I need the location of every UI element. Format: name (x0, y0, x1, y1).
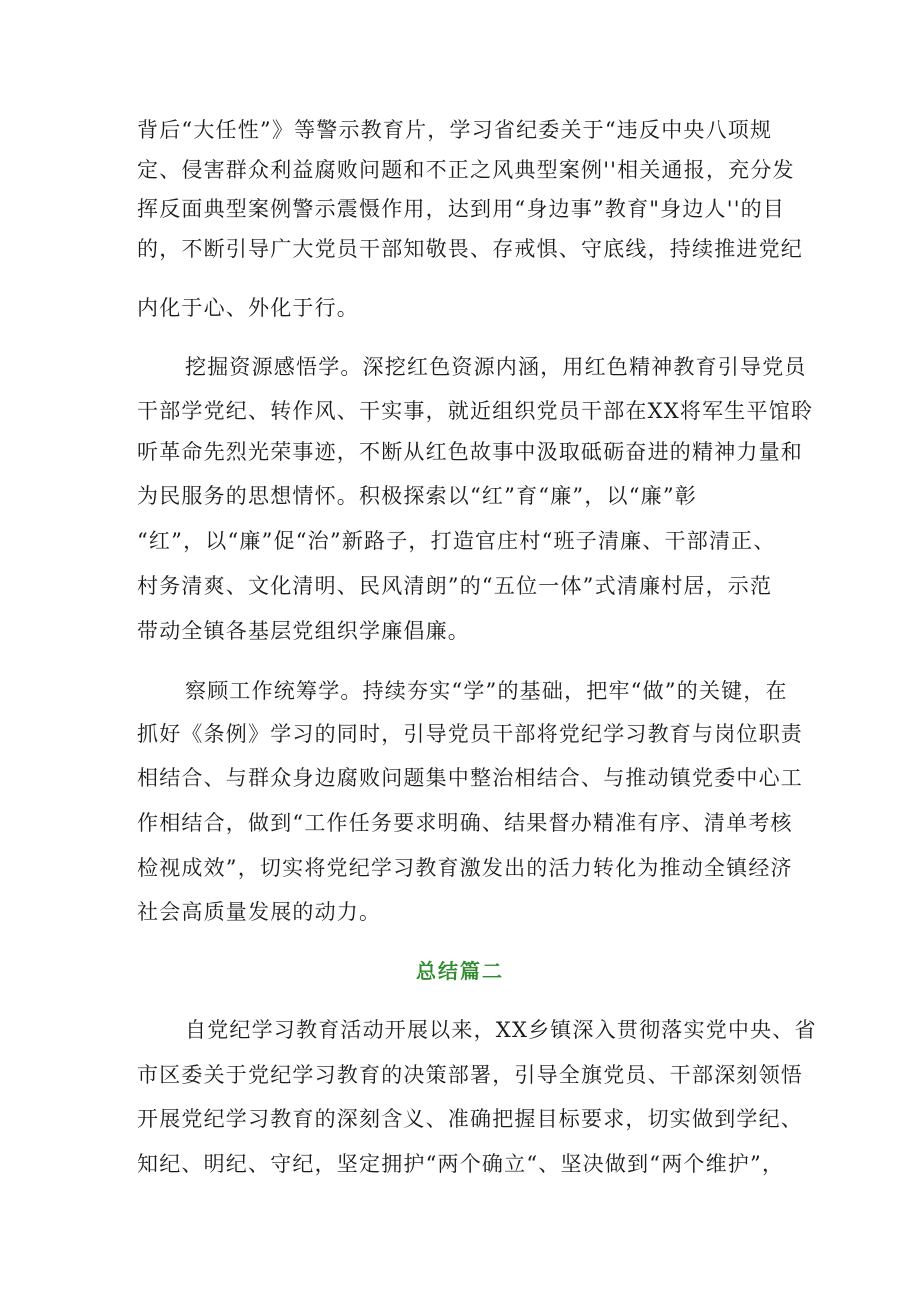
paragraph-line: 背后“大任性”》等警示教育片，学习省纪委关于“违反中央八项规 (137, 118, 773, 142)
paragraph-line: 自党纪学习教育活动开展以来，XX乡镇深入贯彻落实党中央、省 (185, 1018, 817, 1042)
paragraph-line: 作相结合，做到“工作任务要求明确、结果督办精准有序、清单考核 (137, 811, 793, 835)
paragraph-line: 抓好《条例》学习的同时，引导党员干部将党纪学习教育与岗位职责 (137, 722, 803, 746)
paragraph-line: 听革命先烈光荣事迹，不断从红色故事中汲取砥砺奋进的精神力量和 (137, 440, 803, 464)
paragraph-line: 定、侵害群众利益腐败问题和不正之风典型案例''相关通报，充分发 (137, 158, 795, 182)
paragraph-line: 察顾工作统筹学。持续夯实“学”的基础，把牢“做”的关键，在 (185, 679, 788, 703)
section-heading: 总结篇二 (416, 959, 504, 983)
paragraph-line: 的，不断引导广大党员干部知敬畏、存戒惧、守底线，持续推进党纪 (137, 237, 803, 261)
paragraph-line: 社会高质量发展的动力。 (137, 900, 382, 924)
paragraph-line: 带动全镇各基层党组织学廉倡廉。 (137, 619, 470, 643)
paragraph-line: “红”，以“廉”促“治”新路子，打造官庄村“班子清廉、干部清正、 (137, 529, 776, 553)
paragraph-line: 开展党纪学习教育的深刻含义、准确把握目标要求，切实做到学纪、 (137, 1107, 803, 1131)
paragraph-line: 知纪、明纪、守纪，坚定拥护“两个确立“、坚决做到“两个维护”， (137, 1152, 785, 1176)
paragraph-line: 内化于心、外化于行。 (137, 296, 359, 320)
paragraph-line: 相结合、与群众身边腐败问题集中整治相结合、与推动镇党委中心工 (137, 766, 803, 790)
paragraph-line: 挥反面典型案例警示震慑作用，达到用“身边事”教育"身边人''的目 (137, 197, 786, 221)
paragraph-line: 村务清爽、文化清明、民风清朗”的“五位一体”式清廉村居，示范 (137, 574, 773, 598)
paragraph-line: 干部学党纪、转作风、干实事，就近组织党员干部在XX将军生平馆聆 (137, 399, 814, 423)
paragraph-line: 市区委关于党纪学习教育的决策部署，引导全旗党员、干部深刻领悟 (137, 1063, 803, 1087)
paragraph-line: 挖掘资源感悟学。深挖红色资源内涵，用红色精神教育引导党员 (185, 355, 807, 379)
paragraph-line: 为民服务的思想情怀。积极探索以“红”育“廉”，以“廉”彰 (137, 484, 698, 508)
paragraph-line: 检视成效”，切实将党纪学习教育激发出的活力转化为推动全镇经济 (137, 856, 793, 880)
